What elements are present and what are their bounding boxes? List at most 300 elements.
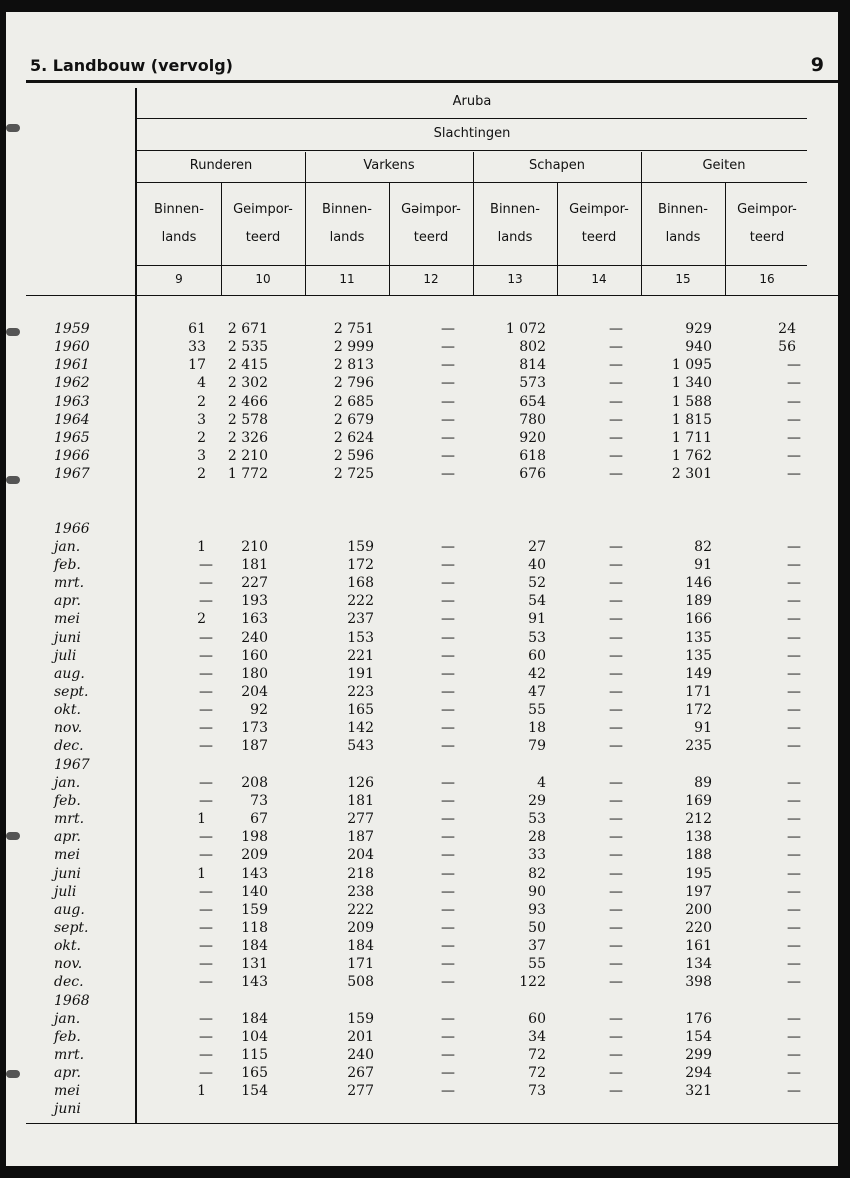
- table-cell: —: [441, 829, 455, 845]
- table-cell: 55: [528, 956, 546, 972]
- table-cell: 115: [241, 1047, 268, 1063]
- page-title: 5. Landbouw (vervolg): [30, 56, 233, 75]
- subcolumn-header: Binnen- lands: [154, 202, 204, 245]
- table-cell: 126: [347, 775, 374, 791]
- table-cell: —: [787, 1083, 801, 1099]
- table-cell: 1 095: [671, 357, 712, 373]
- table-cell: —: [199, 938, 213, 954]
- table-cell: 90: [528, 884, 546, 900]
- header-rule: [137, 150, 807, 151]
- table-cell: —: [441, 738, 455, 754]
- table-cell: 235: [685, 738, 712, 754]
- column-number: 9: [175, 272, 183, 286]
- table-cell: 237: [347, 611, 374, 627]
- table-cell: 508: [347, 974, 374, 990]
- table-cell: 299: [685, 1047, 712, 1063]
- table-cell: —: [199, 920, 213, 936]
- table-cell: —: [787, 847, 801, 863]
- subcolumn-header: Geimpor- teerd: [233, 202, 293, 245]
- table-cell: 60: [528, 1011, 546, 1027]
- column-number: 12: [423, 272, 439, 286]
- table-cell: —: [441, 648, 455, 664]
- table-cell: 134: [685, 956, 712, 972]
- table-cell: 54: [528, 593, 546, 609]
- table-cell: —: [441, 938, 455, 954]
- table-cell: 52: [528, 575, 546, 591]
- table-cell: 222: [347, 902, 374, 918]
- binder-hole: [6, 1070, 20, 1078]
- table-cell: —: [787, 557, 801, 573]
- table-cell: 53: [528, 630, 546, 646]
- table-cell: 193: [241, 593, 268, 609]
- table-cell: 2 813: [333, 357, 374, 373]
- table-cell: 780: [519, 412, 546, 428]
- header-rule: [137, 182, 807, 183]
- table-cell: 2: [197, 466, 206, 482]
- table-cell: 168: [347, 575, 374, 591]
- table-cell: 73: [528, 1083, 546, 1099]
- subcolumn-header: Binnen- lands: [322, 202, 372, 245]
- table-cell: 37: [528, 938, 546, 954]
- row-label: jan.: [54, 1011, 81, 1027]
- table-cell: —: [441, 466, 455, 482]
- table-cell: —: [199, 666, 213, 682]
- row-label: jan.: [54, 775, 81, 791]
- table-cell: —: [609, 1029, 623, 1045]
- table-cell: —: [609, 375, 623, 391]
- table-cell: 160: [241, 648, 268, 664]
- table-cell: 204: [241, 684, 268, 700]
- table-cell: —: [441, 775, 455, 791]
- table-cell: 79: [528, 738, 546, 754]
- table-cell: 159: [241, 902, 268, 918]
- table-cell: 153: [347, 630, 374, 646]
- table-cell: —: [199, 593, 213, 609]
- table-cell: 92: [250, 702, 268, 718]
- row-label: nov.: [54, 720, 83, 736]
- table-cell: —: [609, 339, 623, 355]
- table-cell: —: [787, 448, 801, 464]
- table-cell: 184: [241, 1011, 268, 1027]
- row-label: aug.: [54, 666, 85, 682]
- row-label: juni: [54, 630, 81, 646]
- table-cell: 210: [241, 539, 268, 555]
- table-cell: —: [609, 1065, 623, 1081]
- table-cell: —: [441, 375, 455, 391]
- table-cell: 60: [528, 648, 546, 664]
- table-cell: 2 725: [333, 466, 374, 482]
- table-cell: —: [787, 375, 801, 391]
- table-cell: —: [441, 902, 455, 918]
- table-cell: 184: [347, 938, 374, 954]
- table-cell: —: [441, 1065, 455, 1081]
- table-cell: —: [787, 666, 801, 682]
- table-cell: 61: [188, 321, 206, 337]
- row-label: 1964: [54, 412, 90, 428]
- column-number: 10: [255, 272, 271, 286]
- table-cell: 28: [528, 829, 546, 845]
- table-cell: 940: [685, 339, 712, 355]
- table-cell: 1 772: [227, 466, 268, 482]
- table-cell: 654: [519, 394, 546, 410]
- bottom-rule: [26, 1123, 838, 1124]
- subcolumn-header: Binnen- lands: [490, 202, 540, 245]
- table-cell: 72: [528, 1065, 546, 1081]
- row-label: dec.: [54, 738, 84, 754]
- table-cell: 159: [347, 1011, 374, 1027]
- table-cell: —: [441, 920, 455, 936]
- table-cell: 4: [197, 375, 206, 391]
- table-cell: 2 326: [227, 430, 268, 446]
- table-cell: 208: [241, 775, 268, 791]
- column-number: 15: [675, 272, 691, 286]
- table-cell: —: [787, 1065, 801, 1081]
- table-cell: 277: [347, 811, 374, 827]
- table-cell: 143: [241, 974, 268, 990]
- table-cell: 267: [347, 1065, 374, 1081]
- row-label: mrt.: [54, 575, 85, 591]
- table-cell: —: [609, 738, 623, 754]
- table-cell: —: [787, 1011, 801, 1027]
- row-label: juli: [54, 648, 77, 664]
- table-cell: —: [441, 793, 455, 809]
- table-cell: 166: [685, 611, 712, 627]
- table-cell: —: [199, 1047, 213, 1063]
- table-cell: 142: [347, 720, 374, 736]
- table-cell: 4: [537, 775, 546, 791]
- table-cell: —: [441, 866, 455, 882]
- table-cell: 1 072: [505, 321, 546, 337]
- table-cell: —: [787, 394, 801, 410]
- table-cell: 2 751: [333, 321, 374, 337]
- table-cell: 34: [528, 1029, 546, 1045]
- table-cell: —: [609, 394, 623, 410]
- table-cell: —: [199, 775, 213, 791]
- table-cell: —: [441, 412, 455, 428]
- table-cell: 222: [347, 593, 374, 609]
- table-cell: 3: [197, 448, 206, 464]
- table-cell: 238: [347, 884, 374, 900]
- table-cell: —: [199, 793, 213, 809]
- table-cell: 1 815: [671, 412, 712, 428]
- row-label: apr.: [54, 1065, 81, 1081]
- row-label: okt.: [54, 938, 81, 954]
- table-cell: —: [441, 339, 455, 355]
- group-header-varkens: Varkens: [363, 158, 415, 173]
- table-cell: —: [609, 412, 623, 428]
- table-cell: —: [609, 811, 623, 827]
- table-cell: 1 588: [671, 394, 712, 410]
- column-number: 14: [591, 272, 607, 286]
- table-cell: 1: [197, 811, 206, 827]
- row-label: 1966: [54, 448, 90, 464]
- table-cell: —: [609, 466, 623, 482]
- table-cell: 201: [347, 1029, 374, 1045]
- table-cell: —: [199, 702, 213, 718]
- table-cell: 191: [347, 666, 374, 682]
- table-cell: 543: [347, 738, 374, 754]
- page-number: 9: [810, 54, 824, 76]
- table-cell: 209: [347, 920, 374, 936]
- binder-hole: [6, 832, 20, 840]
- table-cell: —: [609, 684, 623, 700]
- table-cell: 294: [685, 1065, 712, 1081]
- table-cell: 56: [778, 339, 796, 355]
- table-cell: 221: [347, 648, 374, 664]
- table-cell: 2: [197, 394, 206, 410]
- row-label: nov.: [54, 956, 83, 972]
- table-cell: —: [787, 884, 801, 900]
- row-label: okt.: [54, 702, 81, 718]
- table-cell: 82: [528, 866, 546, 882]
- top-rule: [26, 80, 838, 83]
- table-cell: —: [787, 974, 801, 990]
- table-cell: —: [199, 1065, 213, 1081]
- row-label: apr.: [54, 829, 81, 845]
- table-cell: —: [609, 720, 623, 736]
- table-cell: 2 301: [671, 466, 712, 482]
- table-cell: —: [787, 575, 801, 591]
- table-cell: —: [441, 557, 455, 573]
- table-cell: 159: [347, 539, 374, 555]
- table-cell: 146: [685, 575, 712, 591]
- table-cell: 2 999: [333, 339, 374, 355]
- table-cell: —: [787, 793, 801, 809]
- header-column-divider: [473, 152, 474, 295]
- table-cell: 40: [528, 557, 546, 573]
- header-column-divider: [389, 183, 390, 295]
- table-cell: 135: [685, 648, 712, 664]
- table-cell: —: [609, 575, 623, 591]
- row-label: mei: [54, 1083, 81, 1099]
- table-cell: —: [199, 738, 213, 754]
- table-cell: —: [199, 575, 213, 591]
- table-cell: —: [787, 412, 801, 428]
- table-cell: —: [609, 648, 623, 664]
- table-cell: 1: [197, 539, 206, 555]
- table-cell: 2 302: [227, 375, 268, 391]
- table-cell: 2 466: [227, 394, 268, 410]
- row-label: dec.: [54, 974, 84, 990]
- row-label: mrt.: [54, 1047, 85, 1063]
- table-cell: 209: [241, 847, 268, 863]
- table-cell: —: [787, 466, 801, 482]
- table-cell: 277: [347, 1083, 374, 1099]
- table-cell: —: [199, 557, 213, 573]
- table-cell: —: [609, 1047, 623, 1063]
- table-cell: —: [199, 974, 213, 990]
- table-cell: —: [787, 1029, 801, 1045]
- table-cell: 138: [685, 829, 712, 845]
- table-cell: 176: [685, 1011, 712, 1027]
- table-cell: 188: [685, 847, 712, 863]
- row-label: 1960: [54, 339, 90, 355]
- table-cell: 91: [694, 720, 712, 736]
- table-cell: —: [199, 1029, 213, 1045]
- table-cell: —: [609, 702, 623, 718]
- table-cell: 2: [197, 611, 206, 627]
- table-cell: 618: [519, 448, 546, 464]
- table-cell: 149: [685, 666, 712, 682]
- table-cell: —: [609, 1083, 623, 1099]
- table-cell: —: [441, 956, 455, 972]
- table-cell: —: [787, 648, 801, 664]
- table-cell: —: [787, 956, 801, 972]
- table-cell: 184: [241, 938, 268, 954]
- table-cell: —: [441, 448, 455, 464]
- table-cell: 163: [241, 611, 268, 627]
- table-cell: —: [787, 430, 801, 446]
- table-cell: 1: [197, 1083, 206, 1099]
- table-cell: 143: [241, 866, 268, 882]
- table-cell: 220: [685, 920, 712, 936]
- table-cell: 240: [241, 630, 268, 646]
- table-cell: 802: [519, 339, 546, 355]
- table-cell: 1 340: [671, 375, 712, 391]
- table-cell: —: [609, 430, 623, 446]
- table-cell: 2 596: [333, 448, 374, 464]
- table-cell: —: [199, 884, 213, 900]
- table-cell: —: [609, 829, 623, 845]
- table-cell: 240: [347, 1047, 374, 1063]
- table-cell: —: [199, 1011, 213, 1027]
- row-label: 1968: [54, 993, 90, 1009]
- table-cell: 154: [685, 1029, 712, 1045]
- table-cell: 2 679: [333, 412, 374, 428]
- header-column-divider: [725, 183, 726, 295]
- table-cell: 2 210: [227, 448, 268, 464]
- header-column-divider: [221, 183, 222, 295]
- binder-hole: [6, 476, 20, 484]
- row-label: feb.: [54, 1029, 81, 1045]
- table-cell: 195: [685, 866, 712, 882]
- row-label: feb.: [54, 793, 81, 809]
- row-label: juli: [54, 884, 77, 900]
- table-cell: 3: [197, 412, 206, 428]
- table-cell: —: [199, 829, 213, 845]
- table-cell: 27: [528, 539, 546, 555]
- table-cell: —: [787, 611, 801, 627]
- table-cell: —: [441, 611, 455, 627]
- table-cell: 187: [241, 738, 268, 754]
- table-cell: 91: [528, 611, 546, 627]
- table-cell: —: [609, 902, 623, 918]
- table-cell: 212: [685, 811, 712, 827]
- table-cell: —: [787, 593, 801, 609]
- table-cell: —: [199, 684, 213, 700]
- table-cell: 198: [241, 829, 268, 845]
- row-label: 1961: [54, 357, 90, 373]
- table-cell: 227: [241, 575, 268, 591]
- table-cell: 50: [528, 920, 546, 936]
- table-cell: —: [787, 811, 801, 827]
- table-cell: —: [787, 938, 801, 954]
- header-bottom-rule: [26, 295, 838, 296]
- table-cell: —: [441, 684, 455, 700]
- table-cell: 55: [528, 702, 546, 718]
- subcolumn-header: Binnen- lands: [658, 202, 708, 245]
- table-cell: 67: [250, 811, 268, 827]
- table-cell: —: [787, 720, 801, 736]
- table-cell: 17: [188, 357, 206, 373]
- table-cell: 321: [685, 1083, 712, 1099]
- table-cell: 82: [694, 539, 712, 555]
- document-page: [6, 12, 838, 1166]
- table-cell: 33: [528, 847, 546, 863]
- table-cell: —: [609, 611, 623, 627]
- table-cell: —: [787, 684, 801, 700]
- table-cell: —: [609, 793, 623, 809]
- row-label: jan.: [54, 539, 81, 555]
- table-cell: —: [199, 630, 213, 646]
- row-label: 1967: [54, 757, 90, 773]
- header-rule: [137, 118, 807, 119]
- row-label: sept.: [54, 684, 89, 700]
- table-cell: —: [441, 321, 455, 337]
- region-header: Aruba: [452, 94, 492, 109]
- header-rule: [137, 265, 807, 266]
- table-cell: —: [609, 866, 623, 882]
- table-cell: —: [441, 1083, 455, 1099]
- row-label: 1962: [54, 375, 90, 391]
- table-cell: —: [441, 720, 455, 736]
- row-label: 1965: [54, 430, 90, 446]
- table-cell: —: [787, 738, 801, 754]
- table-cell: —: [609, 557, 623, 573]
- table-cell: —: [787, 775, 801, 791]
- table-cell: 187: [347, 829, 374, 845]
- group-header-schapen: Schapen: [528, 158, 586, 173]
- table-cell: 1 711: [671, 430, 712, 446]
- row-label: mei: [54, 611, 81, 627]
- table-cell: 140: [241, 884, 268, 900]
- table-cell: —: [609, 974, 623, 990]
- table-cell: —: [787, 829, 801, 845]
- table-cell: 33: [188, 339, 206, 355]
- binder-hole: [6, 124, 20, 132]
- table-cell: 181: [241, 557, 268, 573]
- table-cell: 118: [241, 920, 268, 936]
- column-number: 13: [507, 272, 523, 286]
- table-cell: —: [787, 866, 801, 882]
- table-cell: —: [609, 357, 623, 373]
- table-cell: 172: [685, 702, 712, 718]
- table-cell: 122: [519, 974, 546, 990]
- table-cell: 2 671: [227, 321, 268, 337]
- table-cell: —: [441, 539, 455, 555]
- row-label: juni: [54, 1101, 81, 1117]
- table-cell: 2 415: [227, 357, 268, 373]
- row-label: mrt.: [54, 811, 85, 827]
- table-cell: —: [441, 811, 455, 827]
- table-cell: —: [609, 884, 623, 900]
- table-cell: 104: [241, 1029, 268, 1045]
- table-cell: —: [199, 648, 213, 664]
- table-cell: 172: [347, 557, 374, 573]
- table-cell: 223: [347, 684, 374, 700]
- table-cell: —: [441, 1029, 455, 1045]
- table-cell: —: [441, 575, 455, 591]
- table-cell: —: [441, 1047, 455, 1063]
- table-cell: 89: [694, 775, 712, 791]
- table-cell: 169: [685, 793, 712, 809]
- table-cell: —: [609, 938, 623, 954]
- table-cell: —: [787, 630, 801, 646]
- table-cell: 218: [347, 866, 374, 882]
- row-label: juni: [54, 866, 81, 882]
- row-label: aug.: [54, 902, 85, 918]
- table-cell: 814: [519, 357, 546, 373]
